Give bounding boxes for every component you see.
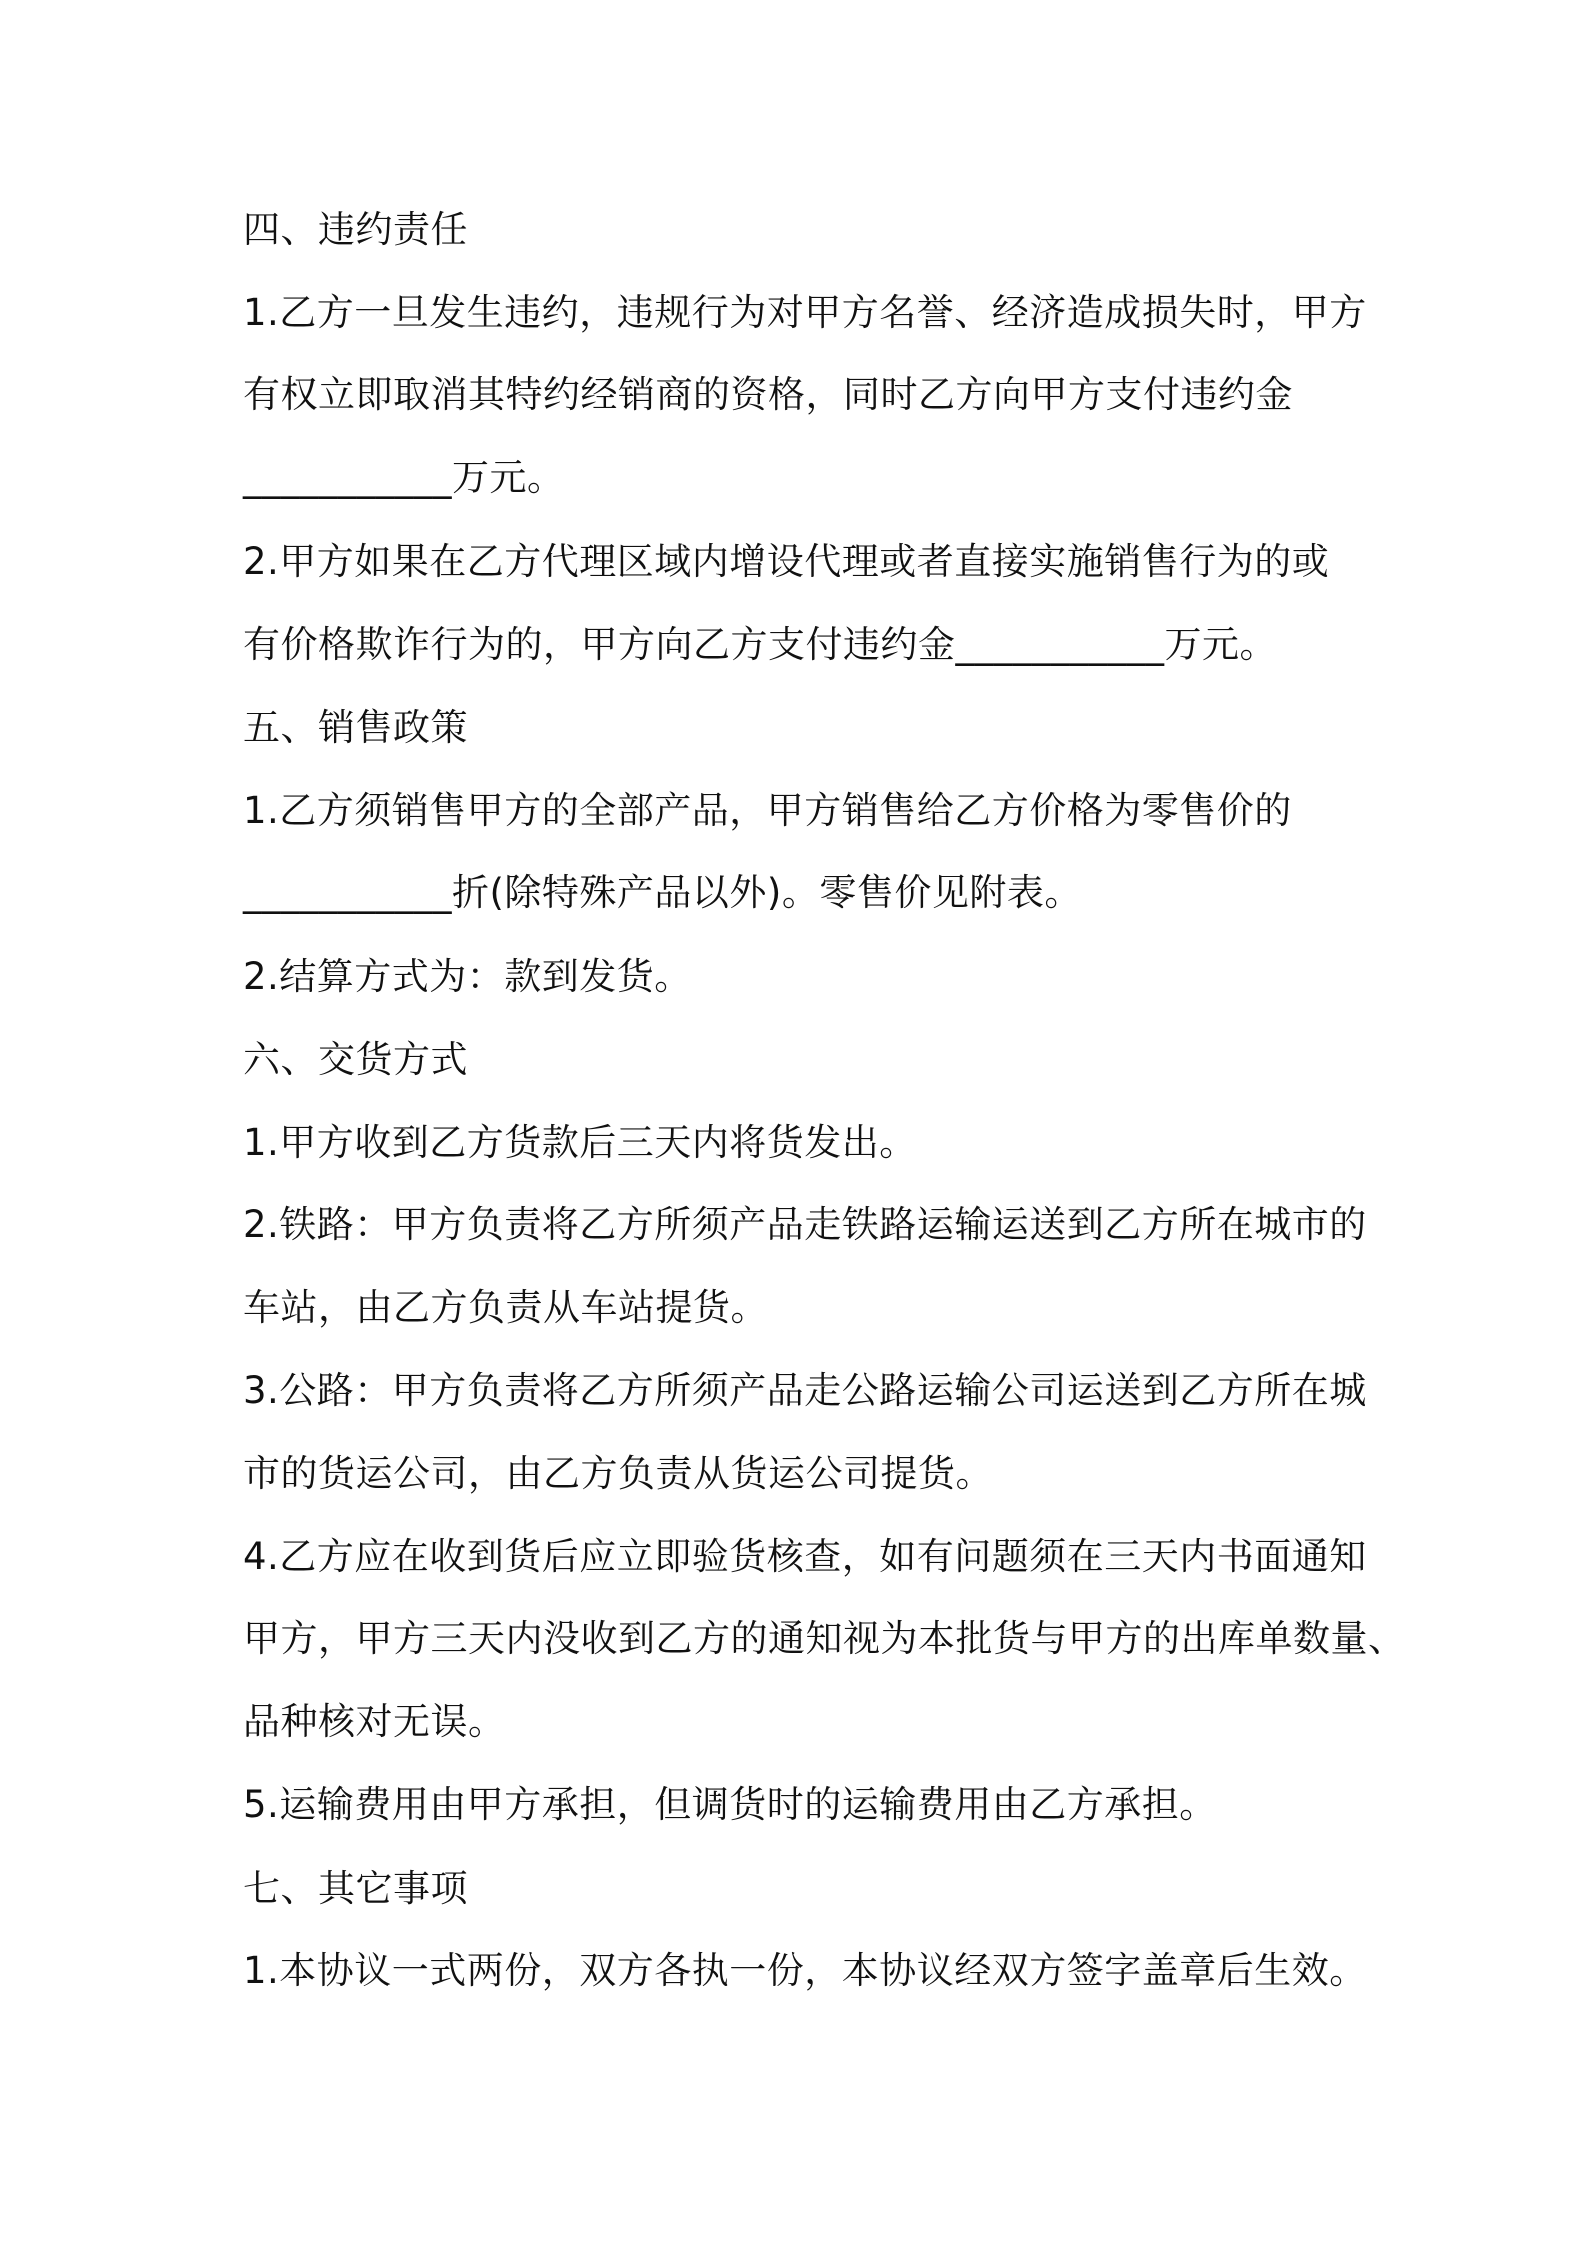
text-line: 有权立即取消其特约经销商的资格，同时乙方向甲方支付违约金 (243, 373, 1293, 416)
section-heading-sales-policy: 五、销售政策 (243, 706, 468, 749)
text-line: ___________折(除特殊产品以外)。零售价见附表。 (243, 871, 1082, 914)
text-line: 1.乙方一旦发生违约，违规行为对甲方名誉、经济造成损失时，甲方 (243, 291, 1367, 334)
text-line: 2.结算方式为：款到发货。 (243, 955, 692, 998)
text-line: 5.运输费用由甲方承担，但调货时的运输费用由乙方承担。 (243, 1783, 1217, 1826)
text-line: 有价格欺诈行为的，甲方向乙方支付违约金___________万元。 (243, 623, 1277, 666)
text-line: 2.铁路：甲方负责将乙方所须产品走铁路运输运送到乙方所在城市的 (243, 1203, 1367, 1246)
section-heading-delivery-method: 六、交货方式 (243, 1038, 468, 1081)
text-line: 1.甲方收到乙方货款后三天内将货发出。 (243, 1121, 917, 1164)
text-line: ___________万元。 (243, 456, 565, 499)
text-line: 4.乙方应在收到货后应立即验货核查，如有问题须在三天内书面通知 (243, 1535, 1367, 1578)
text-line: 2.甲方如果在乙方代理区域内增设代理或者直接实施销售行为的或 (243, 540, 1330, 583)
text-line: 1.乙方须销售甲方的全部产品，甲方销售给乙方价格为零售价的 (243, 789, 1292, 832)
text-line: 3.公路：甲方负责将乙方所须产品走公路运输公司运送到乙方所在城 (243, 1369, 1367, 1412)
text-line: 品种核对无误。 (243, 1700, 506, 1743)
text-line: 市的货运公司，由乙方负责从货运公司提货。 (243, 1452, 993, 1495)
section-heading-breach-liability: 四、违约责任 (243, 208, 468, 251)
text-line: 车站，由乙方负责从车站提货。 (243, 1286, 768, 1329)
text-line: 1.本协议一式两份，双方各执一份，本协议经双方签字盖章后生效。 (243, 1949, 1367, 1992)
section-heading-other-matters: 七、其它事项 (243, 1867, 468, 1910)
text-line: 甲方，甲方三天内没收到乙方的通知视为本批货与甲方的出库单数量、 (243, 1617, 1406, 1660)
